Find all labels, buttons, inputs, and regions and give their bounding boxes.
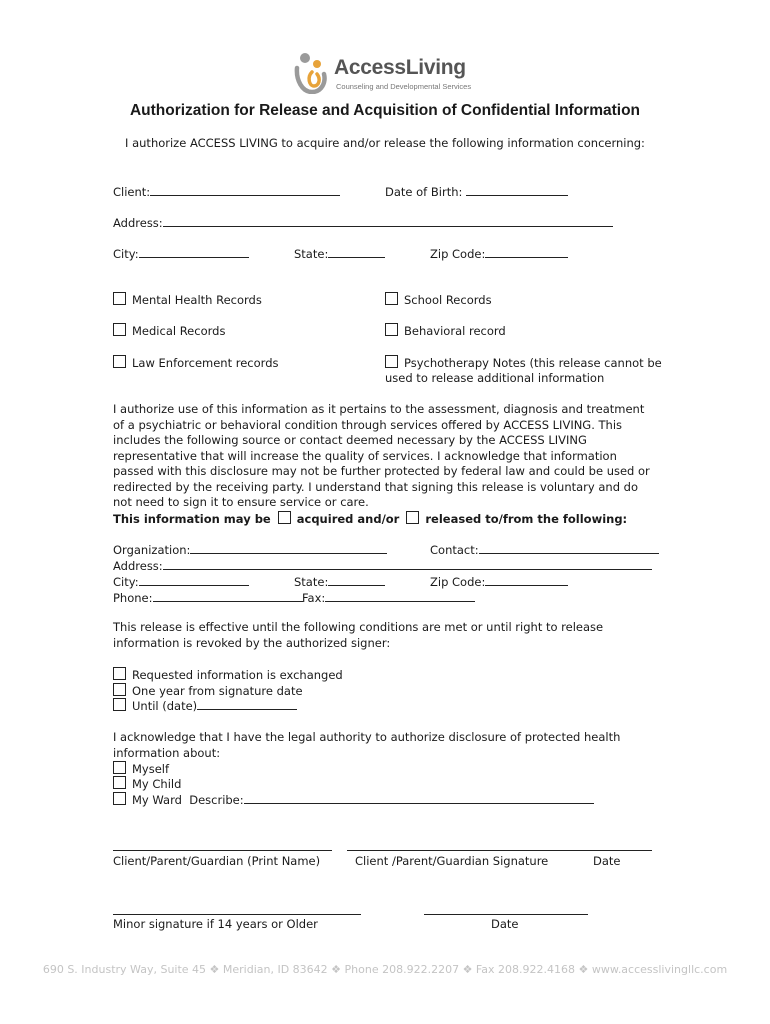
- behavioral-checkbox[interactable]: [385, 323, 398, 336]
- org-address-label: Address:: [113, 559, 163, 573]
- print-name-caption: Client/Parent/Guardian (Print Name): [113, 854, 321, 868]
- info-prefix: This information may be: [113, 512, 271, 526]
- child-checkbox[interactable]: [113, 776, 126, 789]
- org-city-field[interactable]: [113, 574, 249, 589]
- psychotherapy-notes-option[interactable]: [385, 355, 662, 370]
- org-state-field[interactable]: [294, 574, 385, 589]
- org-address-field[interactable]: [113, 558, 652, 573]
- client-city-label: City:: [113, 247, 139, 261]
- school-checkbox[interactable]: [385, 292, 398, 305]
- one-year-label: One year from signature date: [132, 684, 303, 698]
- org-zip-input-line[interactable]: [485, 574, 568, 586]
- minor-signature-line[interactable]: [113, 904, 361, 915]
- authorization-paragraph: I authorize use of this information as it pertains to the assessment, diagnosis and treatment of a psychiatric or behavioral condition through services offered by ACCESS LIVING. This includes the following source or contact deemed necessary by the ACCESS LIVING representative that will increase the quality of services. I acknowledge that information passed with this disclosure may not be further protected by federal law and could be used or redirected by the receiving party. I understand that signing this release is voluntary and do not need to sign it to ensure service or care.: [113, 402, 650, 509]
- organization-label: Organization:: [113, 543, 191, 557]
- until-date-input-line[interactable]: [197, 698, 297, 710]
- client-zip-label: Zip Code:: [430, 247, 486, 261]
- org-city-input-line[interactable]: [139, 574, 249, 586]
- client-input-line[interactable]: [150, 184, 340, 196]
- condition-one-year-option[interactable]: [113, 683, 303, 698]
- logo-brand: AccessLiving: [334, 56, 466, 79]
- org-state-input-line[interactable]: [328, 574, 385, 586]
- released-label: released to/from the following:: [425, 512, 628, 526]
- org-fax-input-line[interactable]: [325, 590, 475, 602]
- org-state-label: State:: [294, 575, 329, 589]
- contact-input-line[interactable]: [479, 542, 659, 554]
- condition-exchanged-option[interactable]: [113, 667, 343, 682]
- date-caption-2: Date: [491, 917, 519, 931]
- page-title: Authorization for Release and Acquisition of Confidential Information: [129, 102, 641, 119]
- law-checkbox[interactable]: [113, 355, 126, 368]
- logo-tagline: Counseling and Developmental Services: [336, 82, 472, 91]
- client-address-label: Address:: [113, 216, 163, 230]
- psychotherapy-label-line2: used to release additional information: [385, 371, 605, 385]
- signature-line[interactable]: [347, 840, 652, 851]
- print-name-line[interactable]: [113, 840, 332, 851]
- logo-figures-icon: [292, 50, 330, 94]
- intro-text: I authorize ACCESS LIVING to acquire and/or release the following information concerning:: [125, 136, 645, 150]
- exchanged-label: Requested information is exchanged: [132, 668, 343, 682]
- org-phone-field[interactable]: [113, 590, 303, 605]
- mental-health-label: Mental Health Records: [132, 293, 262, 307]
- myself-checkbox[interactable]: [113, 761, 126, 774]
- acquired-checkbox[interactable]: [278, 511, 291, 524]
- released-checkbox[interactable]: [406, 511, 419, 524]
- mental-health-checkbox[interactable]: [113, 292, 126, 305]
- effective-paragraph: This release is effective until the following conditions are met or until right to release information is revoked by the authorized signer:: [113, 620, 604, 650]
- describe-label: Describe:: [189, 793, 244, 807]
- org-phone-label: Phone:: [113, 591, 153, 605]
- ward-checkbox[interactable]: [113, 792, 126, 805]
- footer-contact: 690 S. Industry Way, Suite 45 ❖ Meridian, ID 83642 ❖ Phone 208.922.2207 ❖ Fax 208.922.4168 ❖ www.accesslivingllc.com: [42, 963, 728, 976]
- acknowledge-paragraph: I acknowledge that I have the legal authority to authorize disclosure of protected health information about:: [113, 730, 621, 760]
- client-city-input-line[interactable]: [139, 246, 249, 258]
- exchanged-checkbox[interactable]: [113, 667, 126, 680]
- medical-label: Medical Records: [132, 324, 226, 338]
- minor-signature-caption: Minor signature if 14 years or Older: [113, 917, 318, 931]
- minor-date-line[interactable]: [424, 904, 588, 915]
- client-state-field[interactable]: [294, 246, 385, 261]
- ward-label: My Ward: [132, 793, 182, 807]
- subject-child-option[interactable]: [113, 776, 181, 791]
- org-zip-label: Zip Code:: [430, 575, 486, 589]
- school-records-option[interactable]: [385, 292, 492, 307]
- mental-health-records-option[interactable]: [113, 292, 262, 307]
- psychotherapy-checkbox[interactable]: [385, 355, 398, 368]
- organization-input-line[interactable]: [190, 542, 387, 554]
- dob-label: Date of Birth:: [385, 185, 463, 199]
- until-checkbox[interactable]: [113, 698, 126, 711]
- law-enforcement-records-option[interactable]: [113, 355, 279, 370]
- psychotherapy-label-line1: Psychotherapy Notes (this release cannot be: [404, 356, 662, 370]
- info-release-line: [113, 511, 627, 526]
- org-zip-field[interactable]: [430, 574, 568, 589]
- acquired-label: acquired and/or: [296, 512, 400, 526]
- org-city-label: City:: [113, 575, 139, 589]
- client-zip-input-line[interactable]: [485, 246, 568, 258]
- client-state-input-line[interactable]: [328, 246, 385, 258]
- client-field[interactable]: [113, 184, 340, 199]
- dob-field[interactable]: [385, 184, 568, 199]
- client-zip-field[interactable]: [430, 246, 568, 261]
- client-address-field[interactable]: [113, 215, 613, 230]
- org-fax-field[interactable]: [302, 590, 475, 605]
- subject-myself-option[interactable]: [113, 761, 169, 776]
- organization-field[interactable]: [113, 542, 387, 557]
- law-label: Law Enforcement records: [132, 356, 279, 370]
- medical-checkbox[interactable]: [113, 323, 126, 336]
- condition-until-option[interactable]: [113, 698, 297, 713]
- client-label: Client:: [113, 185, 151, 199]
- until-label: Until (date): [132, 699, 198, 713]
- client-state-label: State:: [294, 247, 329, 261]
- describe-input-line[interactable]: [244, 792, 594, 804]
- client-city-field[interactable]: [113, 246, 249, 261]
- contact-field[interactable]: [430, 542, 659, 557]
- org-phone-input-line[interactable]: [153, 590, 303, 602]
- dob-input-line[interactable]: [466, 184, 568, 196]
- org-fax-label: Fax:: [302, 591, 326, 605]
- date-caption-1: Date: [593, 854, 621, 868]
- client-address-input-line[interactable]: [163, 215, 613, 227]
- behavioral-record-option[interactable]: [385, 323, 506, 338]
- child-label: My Child: [132, 777, 182, 791]
- subject-ward-option[interactable]: [113, 792, 594, 807]
- signature-caption: Client /Parent/Guardian Signature: [355, 854, 549, 868]
- one-year-checkbox[interactable]: [113, 683, 126, 696]
- myself-label: Myself: [132, 762, 170, 776]
- behavioral-label: Behavioral record: [404, 324, 506, 338]
- contact-label: Contact:: [430, 543, 479, 557]
- school-label: School Records: [404, 293, 492, 307]
- medical-records-option[interactable]: [113, 323, 225, 338]
- org-address-input-line[interactable]: [163, 558, 652, 570]
